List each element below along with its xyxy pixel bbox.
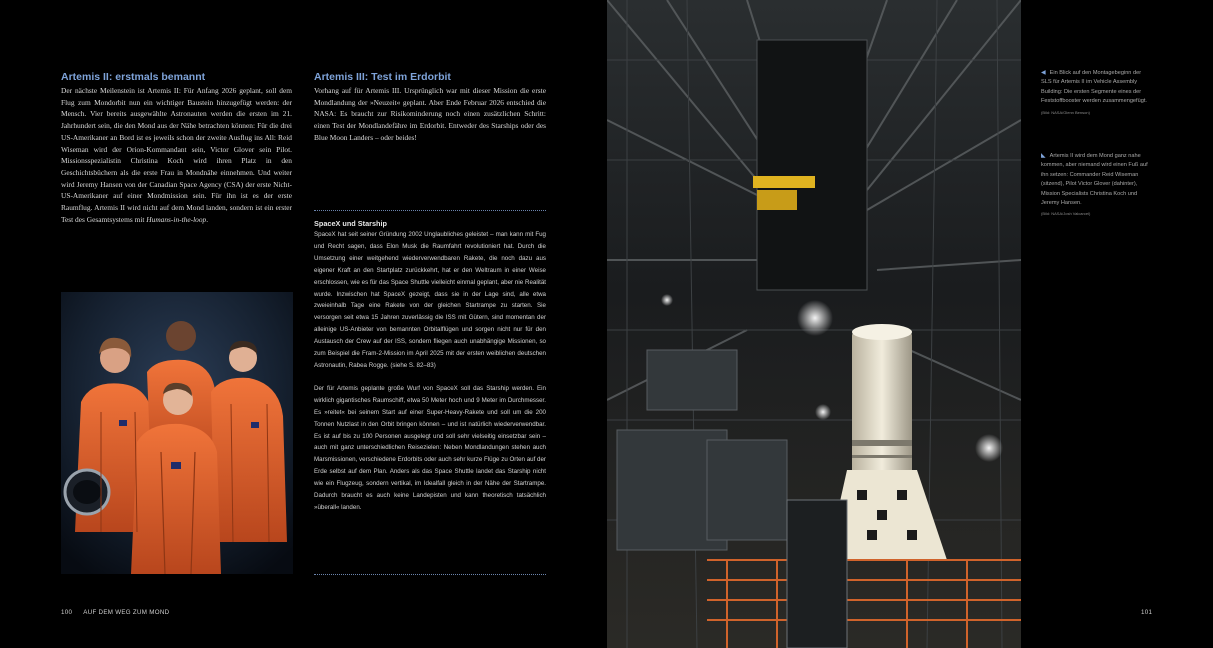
vab-photo-illustration xyxy=(607,0,1021,648)
artemis2-text: Der nächste Meilenstein ist Artemis II: Für Anfang 2026 geplant, soll dem Flug zum Mondorbit nun ein wichtiger Baustein hinzugefügt werden: der Mensch. Vier bereits ausgewählte Astronauten werden die ersten im 21. Jahrhundert sein, die den Mond aus der Nähe betrachten können: Für die drei US-Amerikaner an Bord ist es jeweils schon der zweite Ausflug ins All: Reid Wiseman wird der Orion-Kommandant sein, Victor Glover sein Pilot. Missionsspezialistin Christina Koch wird ihren Platz in den Geschichtsbüchern als die erste Frau in Mondnähe einnehmen. Und weiter wird Jeremy Hansen von der Canadian Space Agency (CSA) der erste Nicht-US-Amerikaner auf einer Mondmission sein. Für ihn ist es der erste Raumflug. Artemis II wird nicht auf dem Mond landen, sondern ist ein erster Test des Gesamtsystems mit Humans-in-the-loop. xyxy=(61,86,292,224)
artemis2-heading: Artemis II: erstmals bemannt xyxy=(61,71,206,83)
triangle-left-icon: ◀ xyxy=(1041,70,1046,76)
artemis3-heading: Artemis III: Test im Erdorbit xyxy=(314,71,451,83)
caption-1 xyxy=(1041,69,1153,115)
caption-2 xyxy=(1041,152,1153,216)
folio-left xyxy=(61,609,169,616)
spacex-box-paragraph-2: Der für Artemis geplante große Wurf von SpaceX soll das Starship werden. Ein wirklich gigantisches Raumschiff, etwa 50 Meter hoch und 9 Meter im Durchmesser. Es »reitet« bei seinem Start auf einer Super-Heavy-Rakete und soll um die 200 Tonnen Nutzlast in den Orbit bringen können – und ist natürlich wiederverwendbar. Es ist auf bis zu 100 Personen ausgelegt und soll sehr vielseitig einsetzbar sein – auch mit ganz unterschiedlichen Reisezielen: Neben Mondlandungen stehen auch Marsmissionen, verschiedene Erdorbits oder auch sehr kurze Flüge zu Orten auf der Erde selbst auf dem Plan. Anders als das Space Shuttle landet das Starship nicht wie ein Flugzeug, sondern vertikal, im Idealfall gleich in der Nähe der Startrampe. Dadurch braucht es auch keine Landepisten und kann theoretisch tatsächlich »überall« landen. xyxy=(314,384,546,511)
spacex-box-bottom-rule xyxy=(314,574,546,575)
crew-photo xyxy=(61,292,293,574)
folio-right xyxy=(1141,609,1152,616)
caption-1-credit: (Bild: NASA/Glenn Benson) xyxy=(1041,109,1090,115)
spacex-box-paragraph-1: SpaceX hat seit seiner Gründung 2002 Unglaubliches geleistet – man kann mit Fug und Recht sagen, dass Elon Musk die Raumfahrt revolutioniert hat. Durch die Umsetzung einer weitgehend wiederverwendbaren Rakete, die noch dazu aus eigener Kraft an den Startplatz zurückkehrt, hat er den Weltraum in einer Weise erschlossen, wie es für das Space Shuttle vielleicht einmal geplant, aber nie Realität wurde. Inzwischen hat SpaceX gezeigt, dass sie in der Lage sind, alle etwa zweieinhalb Tage eine Rakete von der gleichen Startrampe zu starten. Sie versorgen seit etwa 15 Jahren zuverlässig die ISS mit Gütern, sind momentan der alleinige US-Anbieter von bemannten Orbitalflügen und sorgen nicht nur für den Austausch der Crew auf der ISS, sondern fliegen auch unabhängige Missionen, so zum Beispiel die Fram-2-Mission im April 2025 mit der ersten weiblichen deutschen Astronautin, Rabea Rogge. (siehe S. 82–83) xyxy=(314,231,546,369)
spacex-box xyxy=(314,219,546,514)
caption-2-credit: (Bild: NASA/Josh Valcarcel) xyxy=(1041,211,1091,217)
artemis3-text: Vorhang auf für Artemis III. Ursprünglich war mit dieser Mission die erste Mondlandung der »Neuzeit« geplant. Aber Ende Februar 2026 entschied die NASA: Es braucht zur Risikominderung noch einen zusätzlichen Schritt: einen Test der Mondlandefähre im Erdorbit. Entweder des Starships oder des Blue Moon Landers – oder beides! xyxy=(314,86,546,142)
page-number-right: 101 xyxy=(1141,609,1153,616)
artemis3-column xyxy=(314,71,546,144)
triangle-corner-icon: ◣ xyxy=(1041,153,1046,159)
vab-photo xyxy=(607,0,1021,648)
spacex-box-top-rule xyxy=(314,210,546,211)
running-title: AUF DEM WEG ZUM MOND xyxy=(83,609,170,616)
artemis2-italic: Humans-in-the-loop xyxy=(146,214,207,224)
page-number-left: 100 xyxy=(61,609,73,616)
caption-1-text: Ein Blick auf den Montagebeginn der SLS für Artemis II im Vehicle Assembly Building: Die ersten Segmente eines der Feststoffbooster werden zusammengefügt. xyxy=(1041,70,1147,105)
artemis2-column xyxy=(61,71,292,225)
spacex-box-title: SpaceX und Starship xyxy=(314,219,387,228)
caption-2-text: Artemis II wird dem Mond ganz nahe kommen, aber niemand wird einen Fuß auf ihn setzen: Commander Reid Wiseman (sitzend), Pilot Victor Glover (dahinter), Mission Specialists Christina Koch und Jeremy Hansen. xyxy=(1041,153,1148,207)
crew-photo-illustration xyxy=(61,292,293,574)
